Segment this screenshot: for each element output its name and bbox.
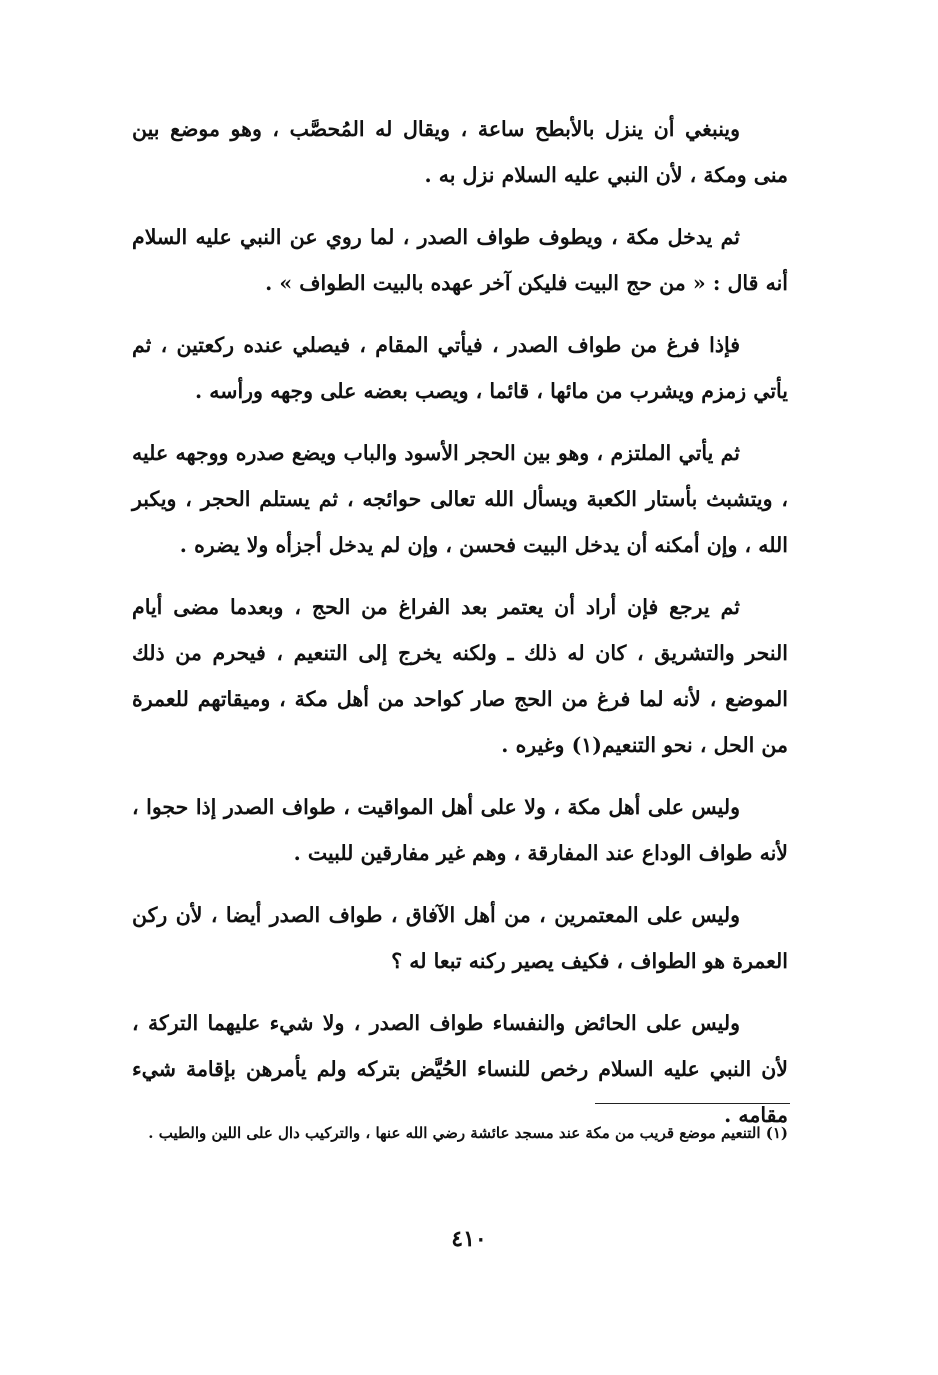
footnote: (١) التنعيم موضع قريب من مكة عند مسجد عائشة رضي الله عنها ، والتركيب دال على اللين والطيب . <box>148 1124 788 1142</box>
paragraph: ثم يرجع فإن أراد أن يعتمر بعد الفراغ من الحج ، وبعدما مضى أيام النحر والتشريق ، كان له ذلك ـ ولكنه يخرج إلى التنعيم ، فيحرم من ذلك الموضع ، لأنه لما فرغ من الحج صار كواحد من أهل مكة ، وميقاتهم للعمرة من الحل ، نحو التنعيم(١) وغيره . <box>132 595 788 757</box>
paragraph: ثم يدخل مكة ، ويطوف طواف الصدر ، لما روي عن النبي عليه السلام أنه قال : « من حج البيت فليكن آخر عهده بالبيت الطواف » . <box>132 225 788 295</box>
footnote-divider <box>595 1103 790 1104</box>
paragraph: وليس على المعتمرين ، من أهل الآفاق ، طواف الصدر أيضا ، لأن ركن العمرة هو الطواف ، فكيف يصير ركنه تبعا له ؟ <box>132 903 788 973</box>
paragraph: وليس على أهل مكة ، ولا على أهل المواقيت ، طواف الصدر إذا حجوا ، لأنه طواف الوداع عند المفارقة ، وهم غير مفارقين للبيت . <box>132 795 788 865</box>
paragraph: وينبغي أن ينزل بالأبطح ساعة ، ويقال له المُحصَّب ، وهو موضع بين منى ومكة ، لأن النبي عليه السلام نزل به . <box>132 117 788 187</box>
main-text <box>132 106 788 1154</box>
page-number: ٤١٠ <box>451 1226 487 1252</box>
paragraph: ثم يأتي الملتزم ، وهو بين الحجر الأسود والباب ويضع صدره ووجهه عليه ، ويتشبث بأستار الكعبة ويسأل الله تعالى حوائجه ، ثم يستلم الحجر ، ويكبر الله ، وإن أمكنه أن يدخل البيت فحسن ، وإن لم يدخل أجزأه ولا يضره . <box>132 441 788 557</box>
paragraph: وليس على الحائض والنفساء طواف الصدر ، ولا شيء عليهما التركة ، لأن النبي عليه السلام رخص للنساء الحُيَّض بتركه ولم يأمرهن بإقامة شيء مقامه . <box>132 1011 788 1127</box>
paragraph: فإذا فرغ من طواف الصدر ، فيأتي المقام ، فيصلي عنده ركعتين ، ثم يأتي زمزم ويشرب من مائها ، قائما ، ويصب بعضه على وجهه ورأسه . <box>132 333 788 403</box>
